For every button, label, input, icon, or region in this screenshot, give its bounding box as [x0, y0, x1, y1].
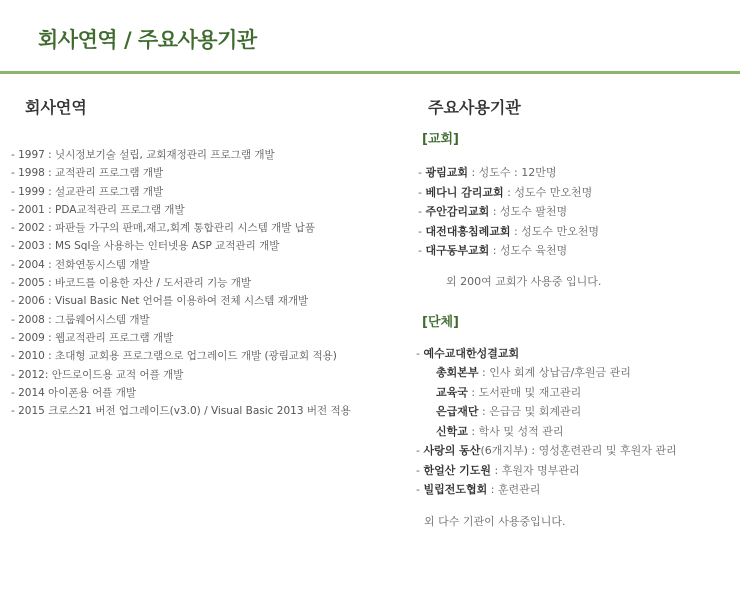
church-detail: : 성도수 육천명	[489, 244, 568, 257]
organization-sub-item	[416, 383, 736, 403]
organization-detail: : 학사 및 성적 관리	[467, 424, 564, 438]
church-prefix: -	[418, 224, 426, 238]
church-list	[418, 163, 736, 261]
church-item	[418, 183, 736, 203]
organization-item	[416, 441, 736, 461]
church-item	[418, 202, 736, 222]
page-title: 회사연역 / 주요사용기관	[38, 28, 257, 52]
church-prefix: -	[418, 185, 426, 199]
header-divider	[0, 71, 740, 74]
organization-prefix: -	[416, 483, 424, 496]
organization-item	[416, 480, 736, 500]
organization-detail: (6개지부) : 영성훈련관리 및 후원자 관리	[480, 444, 677, 457]
history-item: - 2008 : 그룹웨어시스템 개발	[11, 313, 150, 326]
churches-note: 외 200여 교회가 사용중 입니다.	[446, 274, 602, 288]
church-detail: : 성도수 팔천명	[489, 205, 568, 218]
church-item	[418, 163, 736, 183]
history-item: - 1997 : 닛시정보기술 설립, 교회재정관리 프로그램 개발	[11, 149, 275, 161]
church-detail: : 성도수 만오천명	[503, 185, 593, 199]
church-name: 광림교회	[425, 166, 468, 179]
institutions-column	[416, 95, 736, 529]
organization-prefix: -	[416, 463, 424, 477]
organization-detail: : 인사 회계 상납금/후원금 관리	[478, 366, 631, 379]
organization-prefix: -	[416, 444, 424, 457]
church-detail: : 성도수 : 12만명	[467, 166, 557, 179]
organization-name: 신학교	[436, 424, 468, 438]
history-item: - 2005 : 바코드를 이용한 자산 / 도서관리 기능 개발	[11, 277, 252, 290]
history-list	[11, 146, 371, 420]
organization-list	[416, 344, 736, 500]
organization-name: 한얼산 기도원	[423, 463, 492, 477]
church-prefix: -	[418, 205, 426, 218]
organization-name: 빌립전도협회	[423, 483, 488, 496]
organization-name: 예수교대한성결교회	[423, 346, 520, 360]
organization-name: 은급재단	[436, 405, 479, 418]
organization-detail: : 후원자 명부관리	[491, 463, 580, 477]
church-detail: : 성도수 만오천명	[510, 224, 600, 238]
organization-name: 총회본부	[436, 366, 479, 379]
history-item: - 1999 : 설교관리 프로그램 개발	[11, 185, 164, 198]
history-item: - 2015 크로스21 버전 업그레이드(v3.0) / Visual Basic 2013 버전 적용	[11, 405, 351, 418]
history-item: - 2002 : 파판들 가구의 판매,재고,회계 통합관리 시스템 개발 납품	[11, 222, 316, 235]
organization-sub-item	[416, 422, 736, 442]
organization-item	[416, 461, 736, 481]
history-item: - 2006 : Visual Basic Net 언어를 이용하여 전체 시스템 재개발	[11, 295, 309, 308]
organization-detail: : 도서판매 및 재고관리	[467, 385, 582, 399]
churches-group-title: [교회]	[422, 132, 459, 147]
organizations-group-title: [단체]	[422, 314, 459, 330]
organization-name: 교육국	[436, 385, 468, 399]
church-prefix: -	[418, 244, 426, 257]
institutions-title: 주요사용기관	[428, 98, 521, 117]
church-item	[418, 222, 736, 242]
organizations-note: 외 다수 기관이 사용중입니다.	[424, 514, 566, 528]
organization-name: 사랑의 동산	[423, 444, 481, 457]
organization-item	[416, 344, 736, 364]
history-column	[11, 95, 371, 420]
organization-sub-item	[416, 402, 736, 422]
organization-detail: : 훈련관리	[487, 483, 541, 496]
organization-sub-item	[416, 363, 736, 383]
church-prefix: -	[418, 166, 426, 179]
church-name: 베다니 감리교회	[425, 185, 504, 199]
history-item: - 2004 : 전화연동시스템 개발	[11, 258, 150, 271]
history-item: - 2003 : MS Sql을 사용하는 인터넷용 ASP 교적관리 개발	[11, 240, 280, 253]
organization-prefix: -	[416, 346, 424, 360]
history-item: - 2012: 안드로이드용 교적 어플 개발	[11, 368, 184, 381]
church-name: 대전대흥침례교회	[425, 224, 511, 238]
history-item: - 1998 : 교적관리 프로그램 개발	[11, 167, 164, 180]
history-title: 회사연역	[25, 98, 87, 117]
church-name: 대구동부교회	[425, 244, 490, 257]
church-name: 주안감리교회	[425, 205, 490, 218]
church-item	[418, 241, 736, 261]
history-item: - 2010 : 초대형 교회용 프로그램으로 업그레이드 개발 (광림교회 적용)	[11, 350, 337, 363]
history-item: - 2001 : PDA교적관리 프로그램 개발	[11, 203, 185, 216]
organization-detail: : 은급금 및 회계관리	[478, 405, 582, 418]
history-item: - 2009 : 웹교적관리 프로그램 개발	[11, 331, 174, 344]
history-item: - 2014 아이폰용 어플 개발	[11, 386, 137, 399]
